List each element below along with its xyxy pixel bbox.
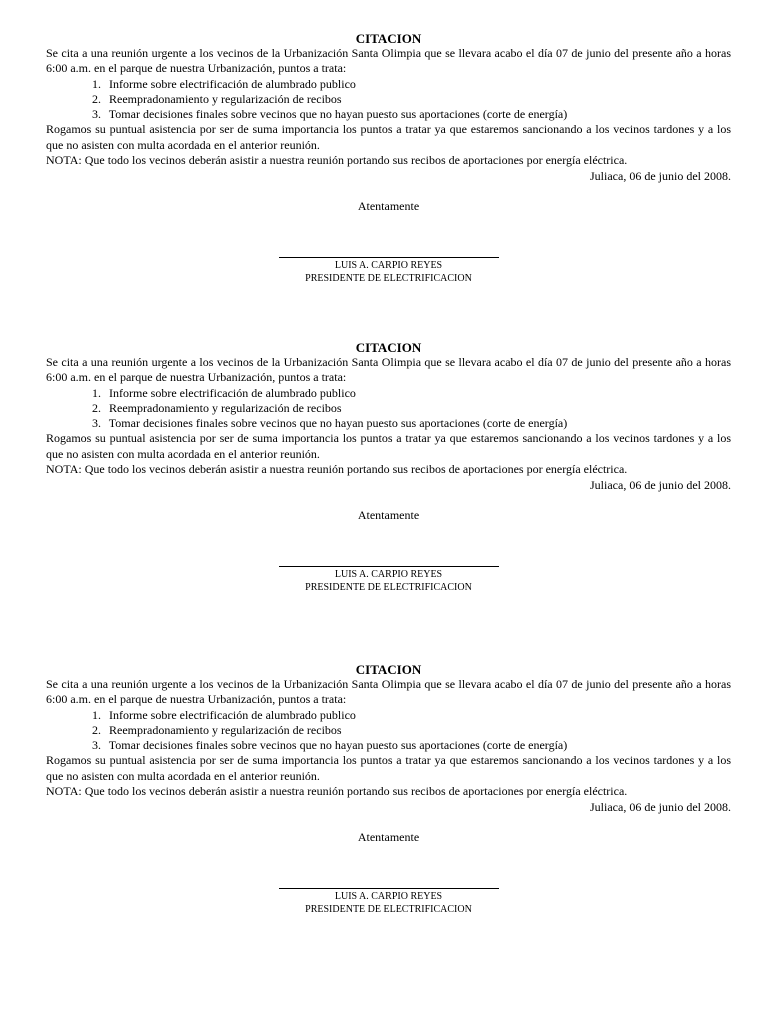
notice-copy-2 xyxy=(46,340,731,594)
agenda-item: 3. Tomar decisiones finales sobre vecinos que no hayan puesto sus aportaciones (corte de energía) xyxy=(92,738,568,753)
notice-request: Rogamos su puntual asistencia por ser de suma importancia los puntos a tratar ya que estaremos sancionando a los vecinos tardones y a los que no asisten con multa acordada en el anterior reunión. xyxy=(46,431,731,461)
signature-role: PRESIDENTE DE ELECTRIFICACION xyxy=(305,273,472,285)
notice-intro: Se cita a una reunión urgente a los vecinos de la Urbanización Santa Olimpia que se llevara acabo el día 07 de junio del presente año a horas 6:00 a.m. en el parque de nuestra Urbanización, puntos a trata: xyxy=(46,46,731,76)
signature-line xyxy=(279,888,499,889)
notice-request: Rogamos su puntual asistencia por ser de suma importancia los puntos a tratar ya que estaremos sancionando a los vecinos tardones y a los que no asisten con multa acordada en el anterior reunión. xyxy=(46,122,731,152)
notice-request: Rogamos su puntual asistencia por ser de suma importancia los puntos a tratar ya que estaremos sancionando a los vecinos tardones y a los que no asisten con multa acordada en el anterior reunión. xyxy=(46,753,731,783)
agenda-list xyxy=(46,77,731,123)
notice-title: CITACION xyxy=(355,340,422,355)
signature-line xyxy=(279,257,499,258)
agenda-item: 3. Tomar decisiones finales sobre vecinos que no hayan puesto sus aportaciones (corte de energía) xyxy=(92,107,568,122)
notice-title: CITACION xyxy=(355,31,422,46)
notice-closing: Atentamente xyxy=(357,830,420,845)
notice-note: NOTA: Que todo los vecinos deberán asistir a nuestra reunión portando sus recibos de aportaciones por energía eléctrica. xyxy=(46,784,628,799)
agenda-item: 2. Reempradonamiento y regularización de recibos xyxy=(92,400,342,415)
notice-closing: Atentamente xyxy=(357,508,420,523)
agenda-item: 1. Informe sobre electrificación de alumbrado publico xyxy=(92,385,356,400)
notice-note: NOTA: Que todo los vecinos deberán asistir a nuestra reunión portando sus recibos de aportaciones por energía eléctrica. xyxy=(46,153,628,168)
signature-name: LUIS A. CARPIO REYES xyxy=(334,891,443,903)
signature-line xyxy=(279,566,499,567)
signature-name: LUIS A. CARPIO REYES xyxy=(334,260,443,272)
agenda-item: 2. Reempradonamiento y regularización de recibos xyxy=(92,722,342,737)
agenda-list xyxy=(46,708,731,754)
notice-copy-1 xyxy=(46,31,731,285)
signature-name: LUIS A. CARPIO REYES xyxy=(334,569,443,581)
notice-date: Juliaca, 06 de junio del 2008. xyxy=(590,169,731,184)
notice-intro: Se cita a una reunión urgente a los vecinos de la Urbanización Santa Olimpia que se llevara acabo el día 07 de junio del presente año a horas 6:00 a.m. en el parque de nuestra Urbanización, puntos a trata: xyxy=(46,355,731,385)
agenda-item: 3. Tomar decisiones finales sobre vecinos que no hayan puesto sus aportaciones (corte de energía) xyxy=(92,416,568,431)
notice-copy-3 xyxy=(46,662,731,916)
notice-closing: Atentamente xyxy=(357,199,420,214)
notice-note: NOTA: Que todo los vecinos deberán asistir a nuestra reunión portando sus recibos de aportaciones por energía eléctrica. xyxy=(46,462,628,477)
agenda-item: 1. Informe sobre electrificación de alumbrado publico xyxy=(92,76,356,91)
agenda-list xyxy=(46,386,731,432)
agenda-item: 1. Informe sobre electrificación de alumbrado publico xyxy=(92,707,356,722)
notice-date: Juliaca, 06 de junio del 2008. xyxy=(590,478,731,493)
notice-title: CITACION xyxy=(355,662,422,677)
notice-intro: Se cita a una reunión urgente a los vecinos de la Urbanización Santa Olimpia que se llevara acabo el día 07 de junio del presente año a horas 6:00 a.m. en el parque de nuestra Urbanización, puntos a trata: xyxy=(46,677,731,707)
agenda-item: 2. Reempradonamiento y regularización de recibos xyxy=(92,91,342,106)
signature-role: PRESIDENTE DE ELECTRIFICACION xyxy=(305,582,472,594)
notice-date: Juliaca, 06 de junio del 2008. xyxy=(590,800,731,815)
signature-role: PRESIDENTE DE ELECTRIFICACION xyxy=(305,904,472,916)
